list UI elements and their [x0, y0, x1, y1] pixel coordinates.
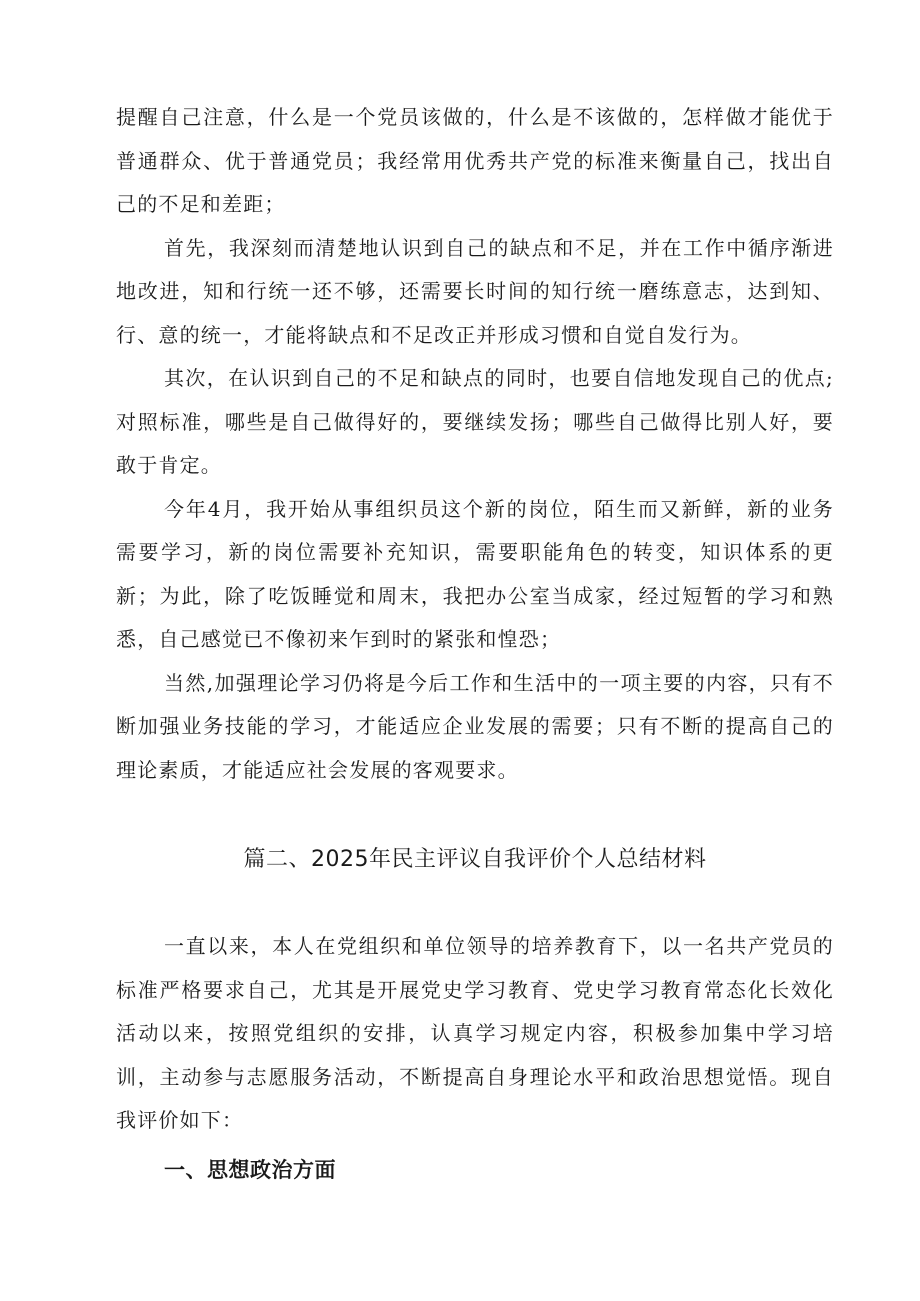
paragraph-theory: 当然,加强理论学习仍将是今后工作和生活中的一项主要的内容，只有不断加强业务技能的学习，才能适应企业发展的需要；只有不断的提高自己的理论素质，才能适应社会发展的客观要求。 [116, 670, 834, 782]
document-body [116, 96, 834, 1192]
paragraph-first: 首先，我深刻而清楚地认识到自己的缺点和不足，并在工作中循序渐进地改进，知和行统一还不够，还需要长时间的知行统一磨练意志，达到知、行、意的统一，才能将缺点和不足改正并形成习惯和自觉自发行为。 [116, 235, 834, 347]
paragraph-april: 今年4月，我开始从事组织员这个新的岗位，陌生而又新鲜，新的业务需要学习，新的岗位需要补充知识，需要职能角色的转变，知识体系的更新；为此，除了吃饭睡觉和周末，我把办公室当成家，经过短暂的学习和熟悉，自己感觉已不像初来乍到时的紧张和惶恐； [116, 496, 834, 651]
section-title: 篇二、2025年民主评议自我评价个人总结材料 [243, 847, 707, 872]
paragraph-continuation: 提醒自己注意，什么是一个党员该做的，什么是不该做的，怎样做才能优于普通群众、优于普通党员；我经常用优秀共产党的标准来衡量自己，找出自己的不足和差距； [116, 105, 834, 216]
paragraph-intro: 一直以来，本人在党组织和单位领导的培养教育下，以一名共产党员的标准严格要求自己，尤其是开展党史学习教育、党史学习教育常态化长效化活动以来，按照党组织的安排，认真学习规定内容，积极参加集中学习培训，主动参与志愿服务活动，不断提高自身理论水平和政治思想觉悟。现自我评价如下： [116, 934, 834, 1132]
paragraph-second: 其次，在认识到自己的不足和缺点的同时，也要自信地发现自己的优点;对照标准，哪些是自己做得好的，要继续发扬；哪些自己做得比别人好，要敢于肯定。 [116, 366, 834, 477]
heading-ideology-politics: 一、思想政治方面 [164, 1157, 336, 1182]
